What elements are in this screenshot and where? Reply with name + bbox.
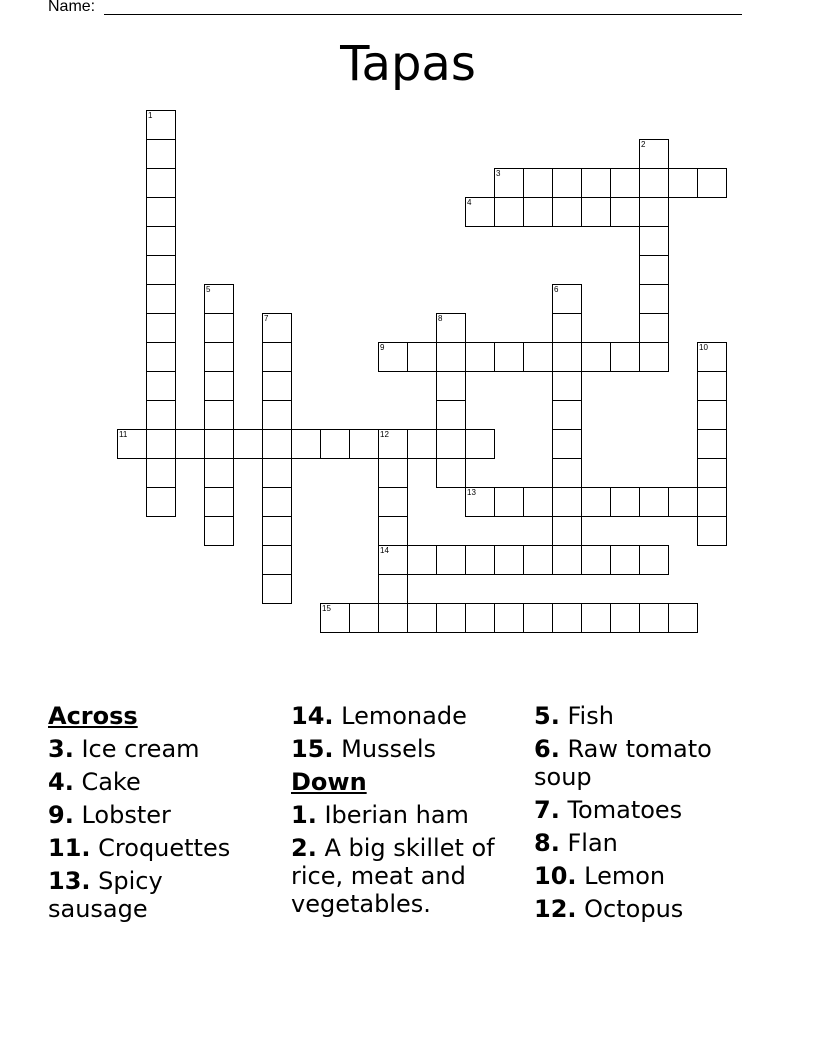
clues-column-1 xyxy=(48,702,284,928)
grid-cell[interactable] xyxy=(204,487,234,517)
grid-cell[interactable] xyxy=(552,516,582,546)
grid-cell[interactable] xyxy=(465,487,495,517)
grid-cell[interactable] xyxy=(552,284,582,314)
grid-cell[interactable] xyxy=(146,284,176,314)
grid-cell[interactable] xyxy=(378,429,408,459)
grid-cell[interactable] xyxy=(349,603,379,633)
clue-number: 2 xyxy=(641,140,646,149)
grid-cell[interactable] xyxy=(581,197,611,227)
grid-cell[interactable] xyxy=(610,545,640,575)
grid-cell[interactable] xyxy=(146,197,176,227)
grid-cell[interactable] xyxy=(552,603,582,633)
clue-number: 14 xyxy=(380,546,389,555)
grid-cell[interactable] xyxy=(552,458,582,488)
clue-down-8: 8. Flan xyxy=(534,829,618,857)
grid-cell[interactable] xyxy=(378,545,408,575)
grid-cell[interactable] xyxy=(697,516,727,546)
grid-cell[interactable] xyxy=(146,168,176,198)
grid-cell[interactable] xyxy=(146,110,176,140)
grid-cell[interactable] xyxy=(639,342,669,372)
clue-across-9: 9. Lobster xyxy=(48,801,171,829)
grid-cell[interactable] xyxy=(436,342,466,372)
grid-cell[interactable] xyxy=(523,603,553,633)
grid-cell[interactable] xyxy=(697,487,727,517)
grid-cell[interactable] xyxy=(494,168,524,198)
grid-cell[interactable] xyxy=(146,371,176,401)
grid-cell[interactable] xyxy=(494,342,524,372)
clue-across-14: 14. Lemonade xyxy=(291,702,467,730)
grid-cell[interactable] xyxy=(146,226,176,256)
grid-cell[interactable] xyxy=(639,226,669,256)
grid-cell[interactable] xyxy=(378,487,408,517)
clue-down-12: 12. Octopus xyxy=(534,895,684,923)
grid-cell[interactable] xyxy=(204,458,234,488)
clue-down-1: 1. Iberian ham xyxy=(291,801,469,829)
grid-cell[interactable] xyxy=(407,603,437,633)
grid-cell[interactable] xyxy=(204,429,234,459)
clue-across-4: 4. Cake xyxy=(48,768,141,796)
grid-cell[interactable] xyxy=(378,516,408,546)
clue-across-13: 13. Spicy sausage xyxy=(48,867,163,923)
grid-cell[interactable] xyxy=(581,168,611,198)
grid-cell[interactable] xyxy=(639,168,669,198)
down-heading: Down xyxy=(291,768,367,796)
grid-cell[interactable] xyxy=(639,545,669,575)
grid-cell[interactable] xyxy=(697,458,727,488)
clue-number: 15 xyxy=(322,604,331,613)
grid-cell[interactable] xyxy=(697,342,727,372)
clues-column-3 xyxy=(534,702,770,928)
clue-number: 13 xyxy=(467,488,476,497)
grid-cell[interactable] xyxy=(581,603,611,633)
grid-cell[interactable] xyxy=(146,313,176,343)
grid-cell[interactable] xyxy=(552,342,582,372)
grid-cell[interactable] xyxy=(262,371,292,401)
grid-cell[interactable] xyxy=(436,603,466,633)
grid-cell[interactable] xyxy=(552,545,582,575)
grid-cell[interactable] xyxy=(552,400,582,430)
grid-cell[interactable] xyxy=(465,342,495,372)
grid-cell[interactable] xyxy=(523,342,553,372)
clue-number: 5 xyxy=(206,285,211,294)
grid-cell[interactable] xyxy=(639,197,669,227)
grid-cell[interactable] xyxy=(639,313,669,343)
grid-cell[interactable] xyxy=(436,458,466,488)
grid-cell[interactable] xyxy=(523,168,553,198)
grid-cell[interactable] xyxy=(436,313,466,343)
grid-cell[interactable] xyxy=(610,603,640,633)
grid-cell[interactable] xyxy=(378,458,408,488)
clue-number: 9 xyxy=(380,343,385,352)
grid-cell[interactable] xyxy=(204,400,234,430)
clue-number: 11 xyxy=(119,430,128,439)
grid-cell[interactable] xyxy=(146,487,176,517)
clue-across-11: 11. Croquettes xyxy=(48,834,231,862)
grid-cell[interactable] xyxy=(465,603,495,633)
grid-cell[interactable] xyxy=(639,284,669,314)
grid-cell[interactable] xyxy=(494,603,524,633)
grid-cell[interactable] xyxy=(639,255,669,285)
grid-cell[interactable] xyxy=(378,342,408,372)
grid-cell[interactable] xyxy=(697,429,727,459)
grid-cell[interactable] xyxy=(668,603,698,633)
grid-cell[interactable] xyxy=(494,197,524,227)
grid-cell[interactable] xyxy=(697,400,727,430)
grid-cell[interactable] xyxy=(146,458,176,488)
grid-cell[interactable] xyxy=(494,487,524,517)
name-label: Name: xyxy=(48,0,96,15)
clue-down-6: 6. Raw tomato soup xyxy=(534,735,712,791)
grid-cell[interactable] xyxy=(552,168,582,198)
grid-cell[interactable] xyxy=(320,429,350,459)
grid-cell[interactable] xyxy=(262,487,292,517)
grid-cell[interactable] xyxy=(436,371,466,401)
grid-cell[interactable] xyxy=(204,313,234,343)
page-title: Tapas xyxy=(340,36,476,92)
grid-cell[interactable] xyxy=(552,487,582,517)
grid-cell[interactable] xyxy=(436,429,466,459)
grid-cell[interactable] xyxy=(262,458,292,488)
grid-cell[interactable] xyxy=(262,429,292,459)
grid-cell[interactable] xyxy=(262,516,292,546)
grid-cell[interactable] xyxy=(146,429,176,459)
grid-cell[interactable] xyxy=(552,429,582,459)
clue-number: 1 xyxy=(148,111,153,120)
grid-cell[interactable] xyxy=(523,487,553,517)
clues-column-2 xyxy=(291,702,527,923)
grid-cell[interactable] xyxy=(262,545,292,575)
clue-number: 10 xyxy=(699,343,708,352)
clue-number: 6 xyxy=(554,285,559,294)
grid-cell[interactable] xyxy=(262,400,292,430)
grid-cell[interactable] xyxy=(668,487,698,517)
grid-cell[interactable] xyxy=(262,313,292,343)
clue-across-15: 15. Mussels xyxy=(291,735,437,763)
grid-cell[interactable] xyxy=(291,429,321,459)
grid-cell[interactable] xyxy=(378,603,408,633)
clue-down-5: 5. Fish xyxy=(534,702,614,730)
clue-number: 4 xyxy=(467,198,472,207)
clue-down-7: 7. Tomatoes xyxy=(534,796,683,824)
clue-number: 7 xyxy=(264,314,269,323)
across-heading: Across xyxy=(48,702,138,730)
grid-cell[interactable] xyxy=(262,574,292,604)
grid-cell[interactable] xyxy=(407,342,437,372)
grid-cell[interactable] xyxy=(610,168,640,198)
grid-cell[interactable] xyxy=(117,429,147,459)
grid-cell[interactable] xyxy=(552,371,582,401)
grid-cell[interactable] xyxy=(436,400,466,430)
grid-cell[interactable] xyxy=(523,197,553,227)
clue-number: 8 xyxy=(438,314,443,323)
grid-cell[interactable] xyxy=(204,284,234,314)
grid-cell[interactable] xyxy=(581,342,611,372)
grid-cell[interactable] xyxy=(146,342,176,372)
grid-cell[interactable] xyxy=(610,342,640,372)
grid-cell[interactable] xyxy=(697,371,727,401)
grid-cell[interactable] xyxy=(465,429,495,459)
grid-cell[interactable] xyxy=(465,545,495,575)
clue-down-2: 2. A big skillet of rice, meat and vegetables. xyxy=(291,834,495,918)
clue-number: 3 xyxy=(496,169,501,178)
grid-cell[interactable] xyxy=(610,487,640,517)
grid-cell[interactable] xyxy=(639,139,669,169)
grid-cell[interactable] xyxy=(610,197,640,227)
grid-cell[interactable] xyxy=(407,429,437,459)
grid-cell[interactable] xyxy=(436,545,466,575)
grid-cell[interactable] xyxy=(465,197,495,227)
grid-cell[interactable] xyxy=(204,516,234,546)
grid-cell[interactable] xyxy=(668,168,698,198)
grid-cell[interactable] xyxy=(146,255,176,285)
grid-cell[interactable] xyxy=(204,342,234,372)
clue-across-3: 3. Ice cream xyxy=(48,735,200,763)
grid-cell[interactable] xyxy=(552,313,582,343)
grid-cell[interactable] xyxy=(581,487,611,517)
grid-cell[interactable] xyxy=(639,603,669,633)
grid-cell[interactable] xyxy=(146,139,176,169)
clue-down-10: 10. Lemon xyxy=(534,862,666,890)
grid-cell[interactable] xyxy=(581,545,611,575)
grid-cell[interactable] xyxy=(697,168,727,198)
grid-cell[interactable] xyxy=(175,429,205,459)
grid-cell[interactable] xyxy=(233,429,263,459)
grid-cell[interactable] xyxy=(378,574,408,604)
grid-cell[interactable] xyxy=(349,429,379,459)
grid-cell[interactable] xyxy=(523,545,553,575)
grid-cell[interactable] xyxy=(494,545,524,575)
clue-number: 12 xyxy=(380,430,389,439)
grid-cell[interactable] xyxy=(552,197,582,227)
grid-cell[interactable] xyxy=(204,371,234,401)
grid-cell[interactable] xyxy=(262,342,292,372)
grid-cell[interactable] xyxy=(320,603,350,633)
grid-cell[interactable] xyxy=(146,400,176,430)
grid-cell[interactable] xyxy=(639,487,669,517)
grid-cell[interactable] xyxy=(407,545,437,575)
